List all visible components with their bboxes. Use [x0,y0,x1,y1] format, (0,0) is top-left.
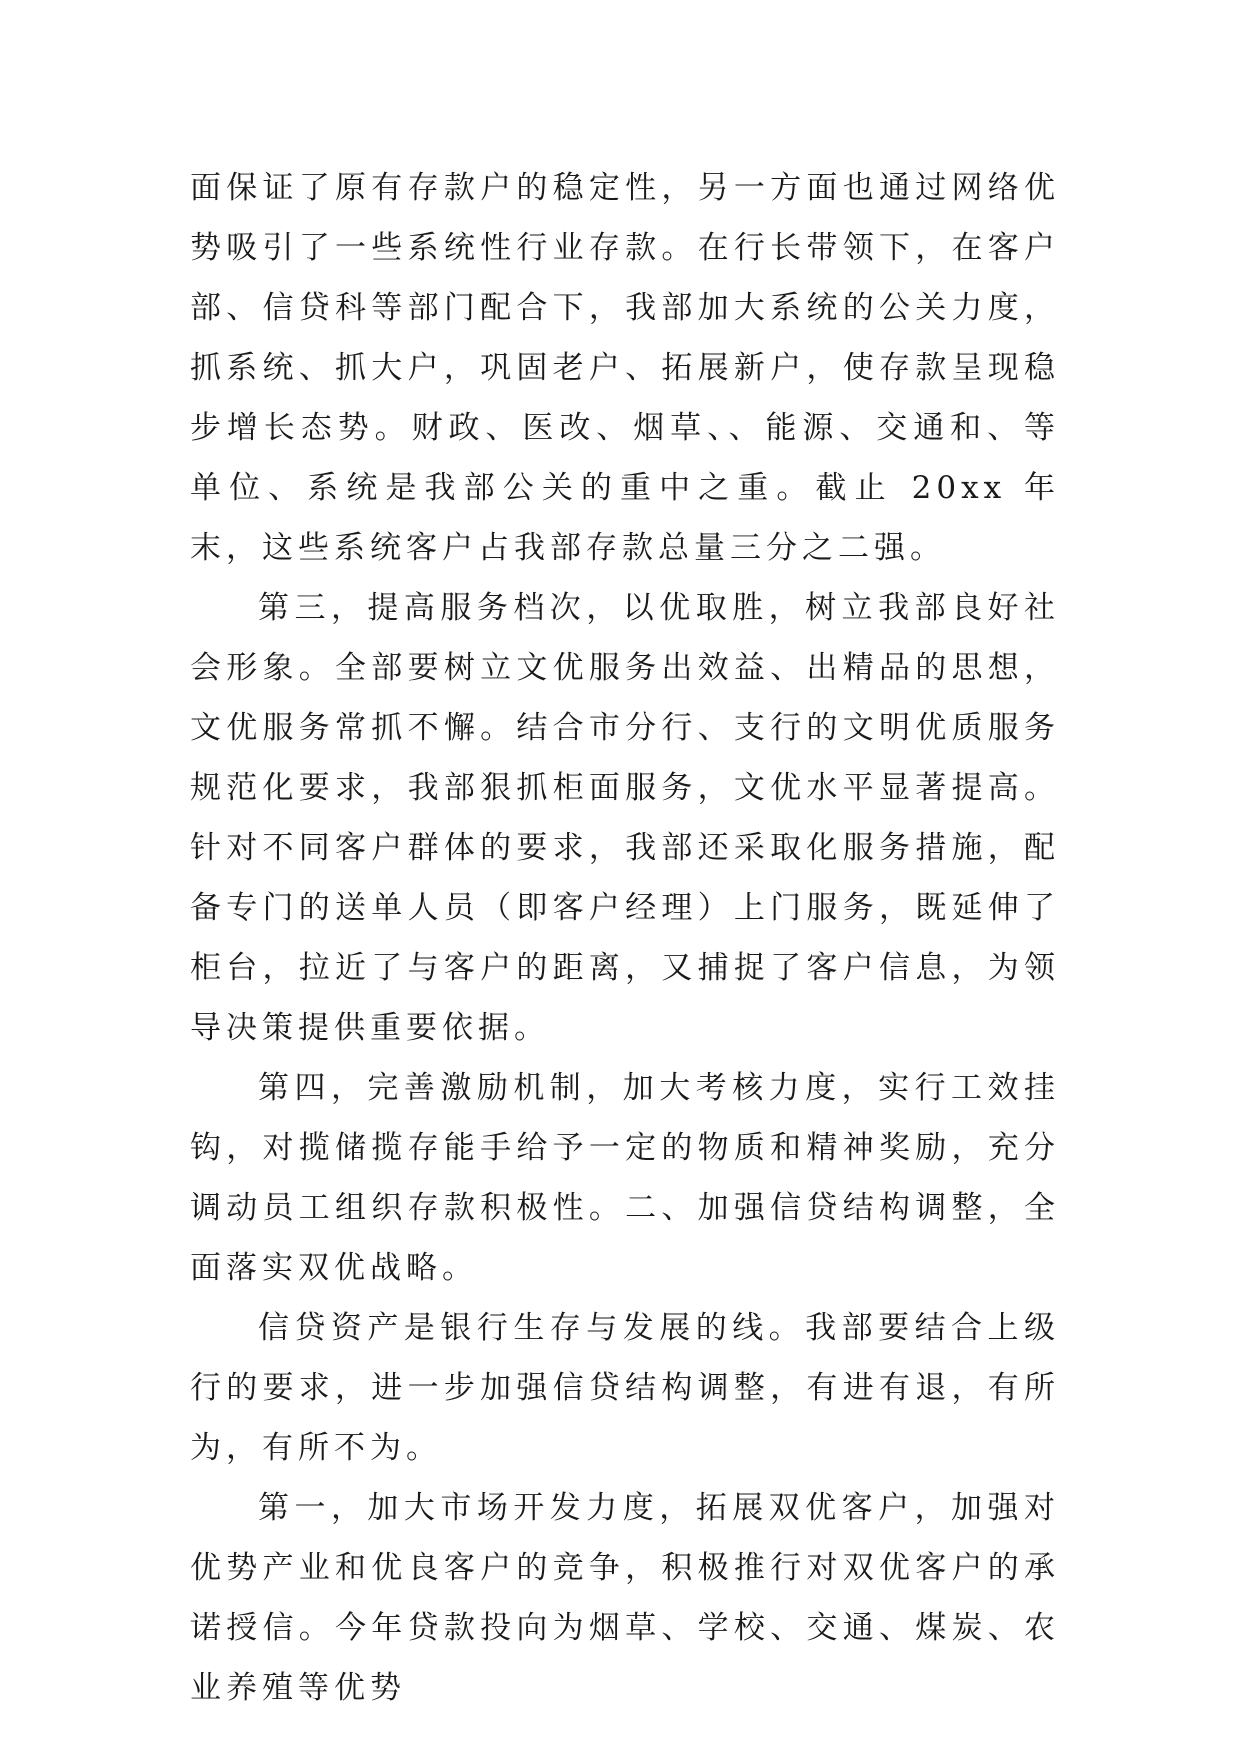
paragraph-1: 面保证了原有存款户的稳定性，另一方面也通过网络优势吸引了一些系统性行业存款。在行长带领下，在客户部、信贷科等部门配合下，我部加大系统的公关力度，抓系统、抓大户，巩固老户、拓展新户，使存款呈现稳步增长态势。财政、医改、烟草、、能源、交通和、等单位、系统是我部公关的重中之重。截止 20xx 年末，这些系统客户占我部存款总量三分之二强。 [190,170,1060,566]
paragraph-5: 第一，加大市场开发力度，拓展双优客户，加强对优势产业和优良客户的竞争，积极推行对双优客户的承诺授信。今年贷款投向为烟草、学校、交通、煤炭、农业养殖等优势 [190,1490,1060,1706]
paragraph-3: 第四，完善激励机制，加大考核力度，实行工效挂钩，对揽储揽存能手给予一定的物质和精神奖励，充分调动员工组织存款积极性。二、加强信贷结构调整，全面落实双优战略。 [190,1070,1060,1286]
paragraph-2: 第三，提高服务档次，以优取胜，树立我部良好社会形象。全部要树立文优服务出效益、出精品的思想，文优服务常抓不懈。结合市分行、支行的文明优质服务规范化要求，我部狠抓柜面服务，文优水平显著提高。针对不同客户群体的要求，我部还采取化服务措施，配备专门的送单人员（即客户经理）上门服务，既延伸了柜台，拉近了与客户的距离，又捕捉了客户信息，为领导决策提供重要依据。 [190,590,1060,1046]
document-body [190,158,1060,1718]
paragraph-4: 信贷资产是银行生存与发展的线。我部要结合上级行的要求，进一步加强信贷结构调整，有进有退，有所为，有所不为。 [190,1310,1060,1466]
